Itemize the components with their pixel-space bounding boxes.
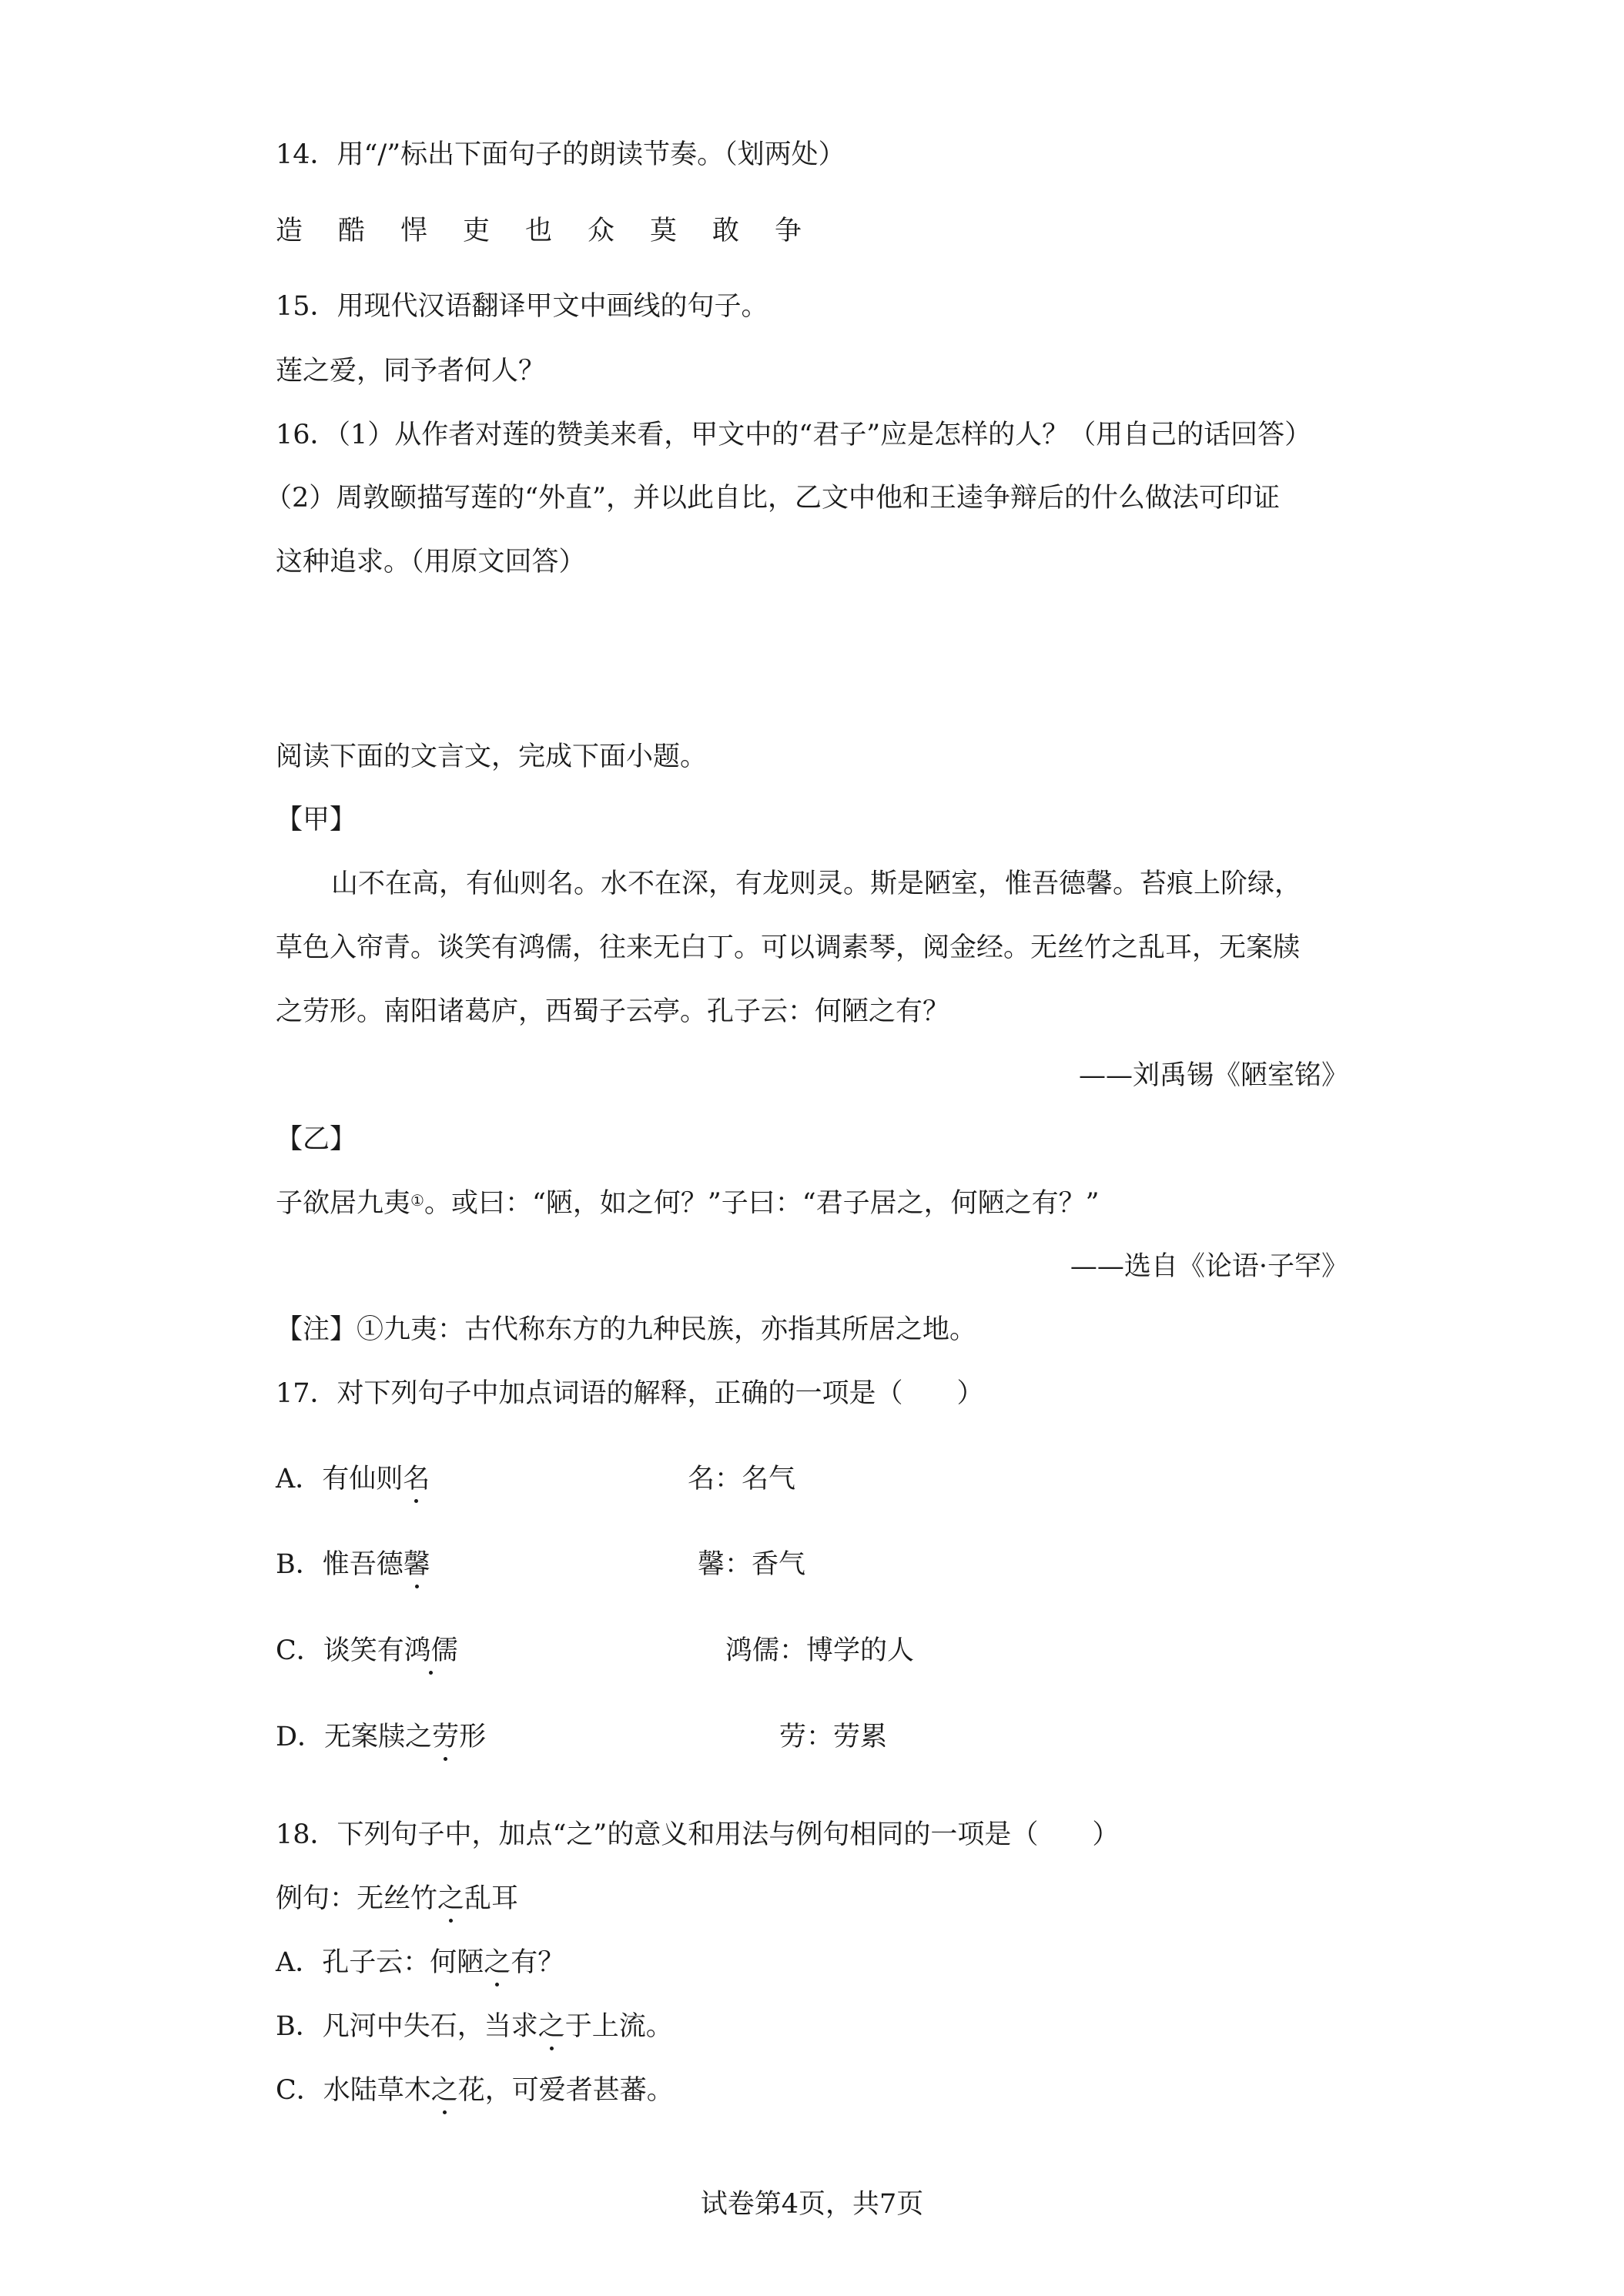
dotted-word: 之: [538, 2007, 565, 2046]
q14-char: 造: [276, 216, 303, 246]
q17-option-a-explanation: 名：名气: [688, 1464, 796, 1494]
dotted-word: 名: [403, 1460, 430, 1498]
q18-option-c[interactable]: [276, 2071, 674, 2110]
yi-text: [276, 1184, 1100, 1223]
footnote: 【注】①九夷：古代称东方的九种民族，亦指其所居之地。: [276, 1314, 977, 1345]
option-text: 有？: [511, 1947, 565, 1978]
jia-label: 【甲】: [276, 805, 357, 835]
dotted-word: 馨: [403, 1545, 430, 1584]
page-footer: 试卷第4页，共7页: [700, 2189, 924, 2220]
q14-char: 争: [775, 216, 802, 246]
example-text: 例句：无丝竹: [276, 1883, 438, 1914]
yi-source: ——选自《论语·子罕》: [1070, 1251, 1348, 1282]
q14-char: 悍: [400, 216, 428, 246]
dotted-word: 劳: [432, 1718, 459, 1756]
option-text: A．孔子云：何陋: [276, 1947, 484, 1978]
q17-option-c[interactable]: [276, 1632, 458, 1670]
jia-line-2: 草色入帘青。谈笑有鸿儒，往来无白丁。可以调素琴，阅金经。无丝竹之乱耳，无案牍: [276, 932, 1301, 963]
q14-char: 莫: [650, 216, 678, 246]
option-text: 形: [459, 1722, 487, 1752]
yi-label: 【乙】: [276, 1124, 357, 1155]
q17-option-b-explanation: 馨：香气: [698, 1549, 806, 1580]
reading-intro: 阅读下面的文言文，完成下面小题。: [276, 741, 708, 772]
q14-sentence: [276, 212, 837, 250]
option-text: D．无案牍之: [276, 1722, 433, 1752]
option-text: 于上流。: [564, 2011, 673, 2042]
q14-char: 酷: [338, 216, 366, 246]
note-marker: ①: [410, 1191, 424, 1210]
q18-example: [276, 1879, 518, 1918]
option-text: 花，可爱者甚蕃。: [457, 2075, 674, 2106]
q16-part2-line2: 这种追求。（用原文回答）: [276, 547, 586, 577]
yi-text-a: 子欲居九夷: [276, 1188, 411, 1219]
q17-option-c-explanation: 鸿儒：博学的人: [725, 1635, 915, 1666]
dotted-word: 之: [437, 1879, 464, 1918]
q14-char: 吏: [463, 216, 491, 246]
jia-source: ——刘禹锡《陋室铭》: [1078, 1060, 1348, 1091]
example-text: 乱耳: [464, 1883, 519, 1914]
option-text: B．惟吾德: [276, 1549, 403, 1580]
jia-line-1: 山不在高，有仙则名。水不在深，有龙则灵。斯是陋室，惟吾德馨。苔痕上阶绿，: [331, 869, 1302, 899]
q18-option-b[interactable]: [276, 2007, 673, 2046]
option-text: C．谈笑有: [276, 1635, 404, 1666]
q17-option-a[interactable]: [276, 1460, 430, 1498]
dotted-word: 鸿儒: [404, 1632, 458, 1670]
q16-part2-line1: （2）周敦颐描写莲的“外直”，并以此自比，乙文中他和王逵争辩后的什么做法可印证: [265, 483, 1281, 514]
option-text: C．水陆草木: [276, 2075, 431, 2106]
q16-part1: 16．（1）从作者对莲的赞美来看，甲文中的“君子”应是怎样的人？（用自己的话回答）: [276, 420, 1312, 450]
dotted-word: 之: [431, 2071, 458, 2110]
jia-line-3: 之劳形。南阳诸葛庐，西蜀子云亭。孔子云：何陋之有？: [276, 996, 950, 1027]
q14-stem: 14．用“/”标出下面句子的朗读节奏。（划两处）: [276, 139, 845, 170]
q17-option-b[interactable]: [276, 1545, 430, 1584]
q14-char: 也: [525, 216, 553, 246]
dotted-word: 之: [484, 1943, 511, 1982]
q17-stem: 17．对下列句子中加点词语的解释，正确的一项是（ ）: [276, 1378, 984, 1409]
q14-char: 众: [588, 216, 615, 246]
option-text: A．有仙则: [276, 1464, 403, 1494]
yi-text-b: 。或曰：“陋，如之何？”子曰：“君子居之，何陋之有？”: [424, 1188, 1100, 1219]
q17-option-d[interactable]: [276, 1718, 486, 1756]
q18-option-a[interactable]: [276, 1943, 564, 1982]
q15-stem: 15．用现代汉语翻译甲文中画线的句子。: [276, 291, 768, 322]
q15-sentence: 莲之爱，同予者何人？: [276, 356, 546, 387]
q18-stem: 18．下列句子中，加点“之”的意义和用法与例句相同的一项是（ ）: [276, 1819, 1120, 1850]
q14-char: 敢: [712, 216, 740, 246]
option-text: B．凡河中失石，当求: [276, 2011, 538, 2042]
q17-option-d-explanation: 劳：劳累: [779, 1722, 888, 1752]
